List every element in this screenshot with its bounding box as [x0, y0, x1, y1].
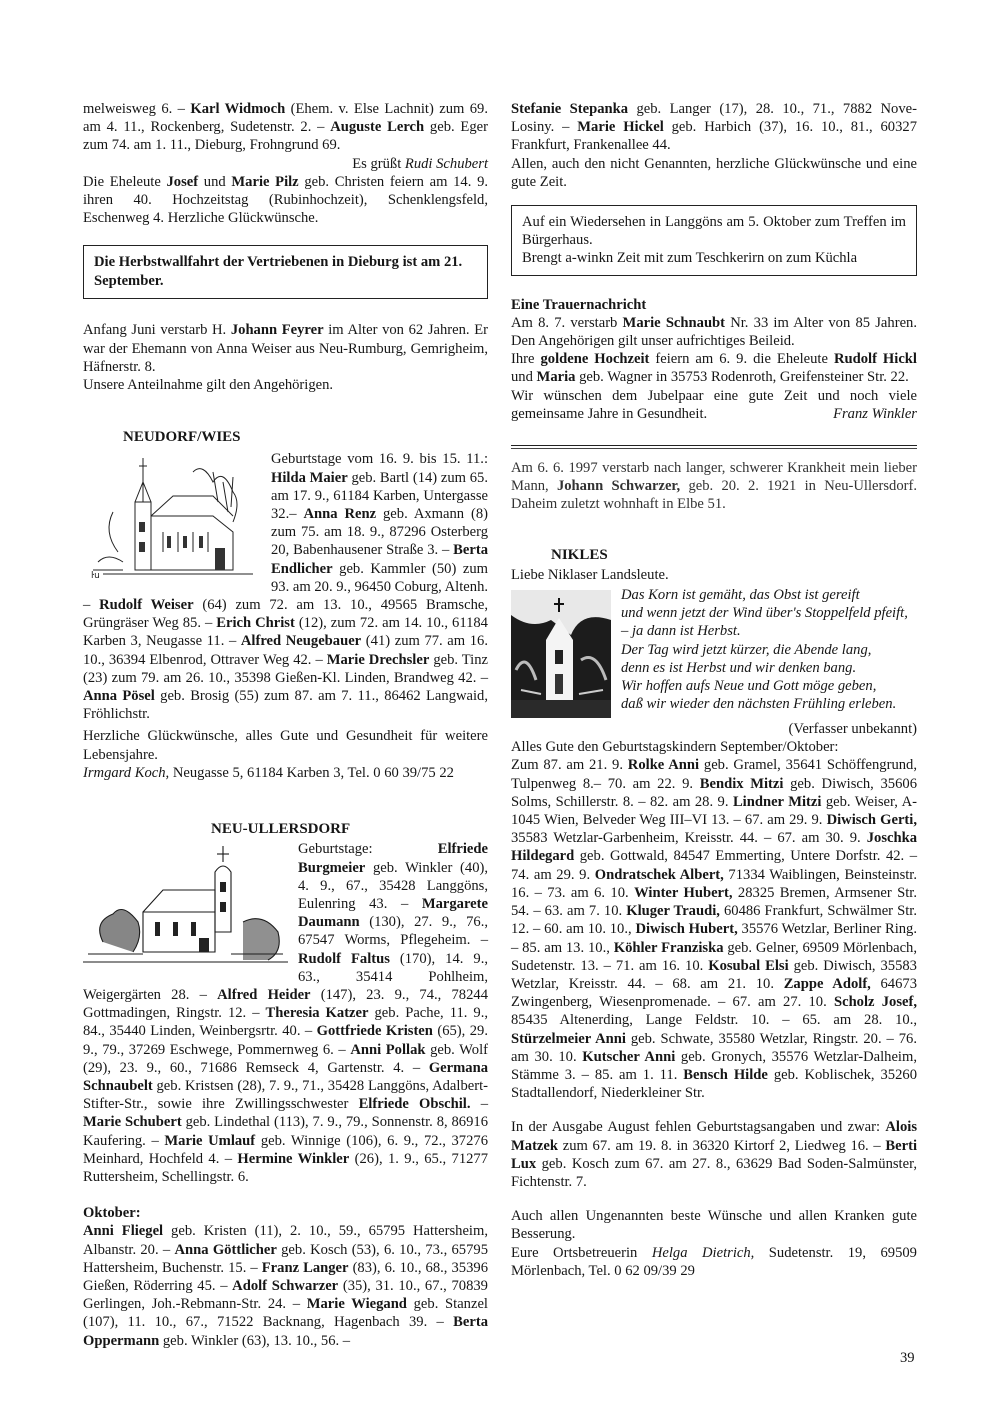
right-column	[511, 100, 917, 1280]
chapel-photo-image	[511, 590, 611, 718]
meeting-line: Auf ein Wiedersehen in Langgöns am 5. Oktober zum Treffen im Bürgerhaus.	[522, 214, 906, 249]
nikles-greeting: Liebe Niklaser Landsleute.	[511, 566, 669, 583]
allen-wishes: Allen, auch den nicht Genannten, herzliche Glückwünsche und eine gute Zeit.	[511, 155, 917, 190]
meeting-notice-box	[511, 205, 917, 276]
pilgrimage-notice-box: Die Herbstwallfahrt der Vertriebenen in Dieburg ist am 21. September.	[83, 245, 488, 299]
divider-line-2	[511, 448, 917, 449]
nikles-birthdays: Zum 87. am 21. 9. Rolke Anni geb. Gramel, 35641 Schöffengrund, Tulpenweg 8.– 70. am 22. 9. Bendix Mitzi geb. Diwisch, 35606 Solms, Schillerstr. 8. – 82. am 28. 9. Lindner Mitzi geb. Weiser, A-1045 Wien, Belveder Weg III–VI 13. – 67. am 29. 9. Diwisch Gerti, 35583 Wetzlar-Garbenheim, Kreisstr. 44. – 67. am 30. 9. Joschka Hildegard geb. Gottwald, 84547 Emmerting, Untere Dorfstr. 42. – 74. am 29. 9. Ondratschek Albert, 71334 Waiblingen, Beinsteinstr. 16. – 73. am 6. 10. Winter Hubert, 28325 Bremen, Armsener Str. 54. – 63. am 7. 10. Kluger Traudi, 60486 Frankfurt, Schwälmer Str. 12. – 60. am 10. 10., Diwisch Hubert, 35576 Wetzlar, Berliner Ring. – 85. am 13. 10., Köhler Franziska geb. Gelner, 69509 Mörlenbach, Sudetenstr. 13. – 71. am 16. 10. Kosubal Elsi geb. Diwisch, 35583 Wetzlar, Kreisstr. 44. – 68. am 21. 10. Zappe Adolf, 64673 Zwingenberg, Wiesenpromenade. – 67. am 27. 10. Scholz Josef, 85435 Altenerding, Lange Feldstr. 10. – 65. am 28. 10., Stürzelmeier Anni geb. Schwate, 35580 Wetzlar, Ringstr. 20. – 76. am 30. 10. Kutscher Anni geb. Gronych, 35576 Wetzlar-Dalheim, Stämme 3. – 85. am 1. 11. Bensch Hilde geb. Koblischek, 35260 Stadtallendorf, Niederkleiner Str.	[511, 757, 918, 1102]
oktober-heading: Oktober:	[83, 1205, 141, 1222]
august-missing-birthdays: In der Ausgabe August fehlen Geburtstagsangaben und zwar: Alois Matzek zum 67. am 19. 8. in 36320 Kirtorf 2, Liedweg 16. – Berti Lux geb. Kosch zum 67. am 27. 8., 63629 Bad Soden-Salmünster, Fichtenstr. 7.	[511, 1119, 917, 1190]
poem-line: denn es ist Herbst und wir denken bang.	[621, 659, 857, 676]
neu-ullersdorf-birthdays: Geburtstage: Elfriede Burgmeier geb. Winkler (40), 4. 9., 67., 35428 Langgöns, Eulenring 43. – Margarete Daumann (130), 27. 9., 76., 67547 Worms, Pflegeheim. – Rudolf Faltus (170), 14. 9., 63., 35414 Pohlheim, Weigergärten 28. – Alfred Heider (147), 23. 9., 74., 78244 Gottmadingen, Ringstr. 12. – Theresia Katzer geb. Pache, 11. 9., 84., 35440 Linden, Weinbergsrtr. 40. – Gottfriede Kristen (65), 29. 9., 79., 37269 Eschwege, Pommernweg 6. – Anni Pollak geb. Wolf (29), 23. 9., 60., 71686 Remseck 4, Gartenstr. 4. – Germana Schnaubelt geb. Kristsen (28), 7. 9., 71., 35428 Langgöns, Adalbert-Stifter-Str., sowie ihre Zwillingsschwester Elfriede Obschil. – Marie Schubert geb. Lindethal (113), 7. 9., 79., Sonnenstr. 8, 86916 Kaufering. – Marie Umlauf geb. Winnige (106), 6. 9., 72., 37276 Meinhard, Hochfeld 4. – Hermine Winkler (26), 1. 9., 65., 71277 Ruttersheim, Schellingstr. 6.	[83, 841, 489, 1185]
page-number: 39	[900, 1350, 915, 1366]
trauer-heading: Eine Trauernachricht	[511, 296, 647, 313]
condolence-line: Unsere Anteilnahme gilt den Angehörigen.	[83, 377, 334, 394]
neudorf-wishes: Herzliche Glückwünsche, alles Gute und Gesundheit für weitere Lebensjahre.	[83, 728, 488, 763]
nikles-heading: NIKLES	[551, 546, 608, 563]
nikles-poem	[511, 586, 917, 738]
oktober-birthdays: Anni Fliegel geb. Kristen (11), 2. 10., 59., 65795 Hattersheim, Albanstr. 20. – Anna Göttlicher geb. Kosch (53), 6. 10., 73., 65795 Hattersheim, Buchenstr. 15. – Franz Langer (83), 6. 10., 68., 35396 Gießen, Röderring 45. – Adolf Schwarzer (35), 31. 10., 67., 70839 Gerlingen, Joh.-Rebmann-Str. 24. – Marie Wiegand geb. Stanzel (107), 11. 10., 67., 71522 Backnang, Hagenbach 39. – Berta Oppermann geb. Winkler (63), 13. 10., 56. –	[83, 1223, 488, 1349]
poem-author: (Verfasser unbekannt)	[788, 721, 917, 738]
village-church-image	[83, 842, 288, 972]
dialect-line: Brengt a-winkn Zeit mit zum Teschkerirn on zum Küchla	[522, 250, 858, 267]
jubel-wishes: Wir wünschen dem Jubelpaar eine gute Zeit und noch viele gemeinsame Jahre in Gesundheit. Franz Winkler	[511, 387, 917, 422]
neudorf-heading: NEUDORF/WIES	[123, 429, 241, 446]
poem-line: Wir hoffen aufs Neue und Gott möge geben,	[621, 678, 877, 695]
stepanka-birthdays: Stefanie Stepanka geb. Langer (17), 28. 10., 71., 7882 Nove-Losiny. – Marie Hickel geb. Harbich (37), 16. 10., 81., 60327 Frankfurt, Frankenallee 44.	[511, 101, 917, 154]
church-sketch-image	[83, 452, 261, 580]
schwarzer-obituary: Am 6. 6. 1997 verstarb nach langer, schwerer Krankheit mein lieber Mann, Johann Schwarzer, geb. 20. 2. 1921 in Neu-Ullersdorf. Daheim zuletzt wohnhaft in Elbe 51.	[511, 460, 917, 513]
left-column	[83, 100, 488, 1350]
svg-text:ŀu: ŀu	[91, 571, 100, 581]
neudorf-birthdays: ŀu Geburtstage vom 16. 9. bis 15. 11.: Hilda Maier geb. Bartl (14) zum 65. am 17. 9., 61184 Karben, Untergasse 32.– Anna Renz geb. Axmann (8) zum 75. am 18. 9., 87296 Osterberg 20, Babenhausener Straße 3. – Berta Endlicher geb. Kammler (50) zum 93. am 20. 9., 96450 Coburg, Altenh. – Rudolf Weiser (64) zum 72. am 13. 10., 49565 Bramsche, Grüngräser Weg 85. – Erich Christ (12), zum 72. am 14. 10., 61184 Karben 3, Neugasse 11. – Alfred Neugebauer (41) zum 77. am 16. 10., 36394 Elbenrod, Ottraver Weg 42. – Marie Drechsler geb. Tinz (23) zum 79. am 26. 10., 35398 Gießen-Kl. Linden, Brandweg 42. – Anna Pösel geb. Brosig (55) zum 87. am 7. 11., 86462 Langwaid, Fröhlichstr.	[83, 451, 489, 723]
poem-line: daß wir wieder den nächsten Frühling erleben.	[621, 696, 897, 713]
nikles-alles-gute: Alles Gute den Geburtstagskindern September/Oktober:	[511, 739, 839, 756]
intro-paragraph: melweisweg 6. – Karl Widmoch (Ehem. v. Else Lachnit) zum 69. am 4. 11., Rockenberg, Sudetenstr. 2. – Auguste Lerch geb. Eger zum 74. am 1. 11., Dieburg, Frohngrund 69.	[83, 101, 488, 154]
feyrer-obituary: Anfang Juni verstarb H. Johann Feyrer im Alter von 62 Jahren. Er war der Ehemann von Anna Weiser aus Neu-Rumburg, Gemrigheim, Häfnerstr. 8.	[83, 322, 488, 375]
poem-line: Das Korn ist gemäht, das Obst ist gereift	[621, 587, 860, 604]
poem-line: und wenn jetzt der Wind über's Stoppelfeld pfeift,	[621, 605, 908, 622]
section-divider	[511, 445, 917, 449]
schnaubt-obituary: Am 8. 7. verstarb Marie Schnaubt Nr. 33 im Alter von 85 Jahren. Den Angehörigen gilt unser aufrichtiges Beileid.	[511, 314, 917, 350]
poem-line: – ja dann ist Herbst.	[621, 623, 741, 640]
divider-line-1	[511, 445, 917, 446]
hickl-golden-wedding: Ihre goldene Hochzeit feiern am 6. 9. die Eheleute Rudolf Hickl und Maria geb. Wagner in 35753 Rodenroth, Greifensteiner Str. 22.	[511, 351, 917, 386]
neudorf-signature: Irmgard Koch, Neugasse 5, 61184 Karben 3, Tel. 0 60 39/75 22	[83, 764, 454, 781]
nikles-signature: Eure Ortsbetreuerin Helga Dietrich, Sudetenstr. 19, 69509 Mörlenbach, Tel. 0 62 09/39 29	[511, 1244, 917, 1279]
poem-line: Der Tag wird jetzt kürzer, die Abende lang,	[621, 641, 872, 658]
neu-ullersdorf-heading: NEU-ULLERSDORF	[211, 821, 351, 838]
nikles-closing-wishes: Auch allen Ungenannten beste Wünsche und allen Kranken gute Besserung.	[511, 1208, 917, 1243]
greeting-signature: Es grüßt Rudi Schubert	[352, 155, 488, 172]
pilz-anniversary: Die Eheleute Josef und Marie Pilz geb. Christen feiern am 14. 9. ihren 40. Hochzeitstag (Rubinhochzeit), Schenklengsfeld, Eschenweg 4. Herzliche Glückwünsche.	[83, 173, 489, 227]
